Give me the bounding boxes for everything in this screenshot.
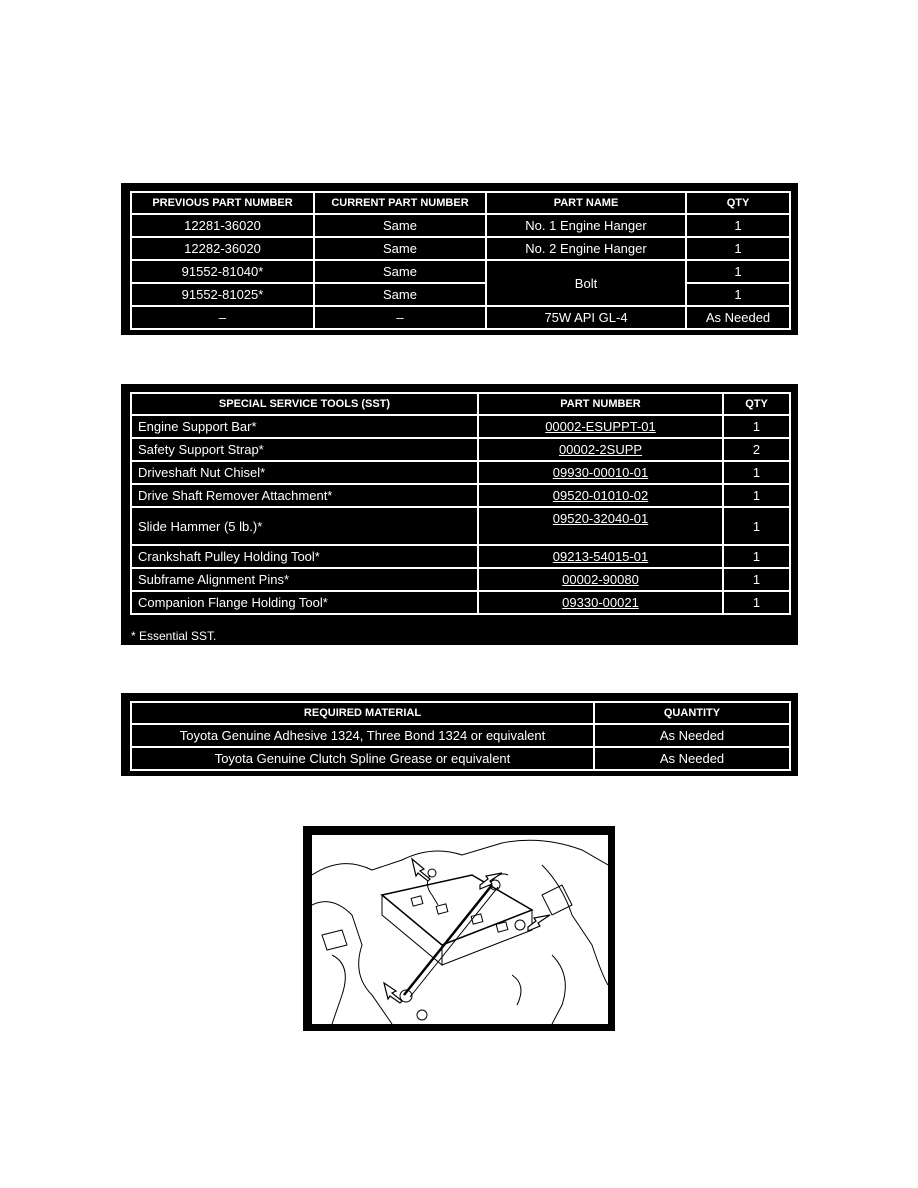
callout-arrows <box>384 859 550 1003</box>
part-name: Bolt <box>486 260 686 306</box>
tool-name: Engine Support Bar* <box>131 415 478 438</box>
header-part-number: PART NUMBER <box>478 393 723 415</box>
part-name: No. 2 Engine Hanger <box>486 237 686 260</box>
tool-name: Subframe Alignment Pins* <box>131 568 478 591</box>
table-row <box>131 568 790 591</box>
previous-part-number: 91552-81040* <box>131 260 314 283</box>
material-table <box>130 701 791 771</box>
table-row <box>131 461 790 484</box>
essential-sst-note: * Essential SST. <box>131 629 217 643</box>
header-qty: QTY <box>686 192 790 214</box>
tool-name: Safety Support Strap* <box>131 438 478 461</box>
parts-table-panel <box>121 183 798 335</box>
qty: 1 <box>723 461 790 484</box>
header-current-part-number: CURRENT PART NUMBER <box>314 192 486 214</box>
table-row <box>131 747 790 770</box>
table-row <box>131 591 790 614</box>
table-row <box>131 214 790 237</box>
table-row <box>131 283 790 306</box>
quantity: As Needed <box>594 747 790 770</box>
qty: 2 <box>723 438 790 461</box>
parts-table-header <box>131 192 790 214</box>
previous-part-number: 12282-36020 <box>131 237 314 260</box>
part-number-link[interactable]: 09520-32040-01 <box>478 507 723 545</box>
header-previous-part-number: PREVIOUS PART NUMBER <box>131 192 314 214</box>
previous-part-number: – <box>131 306 314 329</box>
current-part-number: Same <box>314 237 486 260</box>
illustration-canvas <box>311 834 609 1025</box>
header-part-name: PART NAME <box>486 192 686 214</box>
part-name: No. 1 Engine Hanger <box>486 214 686 237</box>
previous-part-number: 12281-36020 <box>131 214 314 237</box>
tool-name: Slide Hammer (5 lb.)* <box>131 507 478 545</box>
qty: 1 <box>723 568 790 591</box>
table-row <box>131 484 790 507</box>
header-required-material: REQUIRED MATERIAL <box>131 702 594 724</box>
table-row <box>131 507 790 545</box>
qty: 1 <box>686 214 790 237</box>
material-table-panel <box>121 693 798 776</box>
tool-name: Drive Shaft Remover Attachment* <box>131 484 478 507</box>
table-row <box>131 306 790 329</box>
material-name: Toyota Genuine Clutch Spline Grease or equivalent <box>131 747 594 770</box>
part-number-link[interactable]: 09213-54015-01 <box>478 545 723 568</box>
table-row <box>131 260 790 283</box>
table-row <box>131 415 790 438</box>
tool-name: Driveshaft Nut Chisel* <box>131 461 478 484</box>
qty: 1 <box>686 283 790 306</box>
table-row <box>131 438 790 461</box>
arrow-icon <box>384 983 402 1003</box>
part-name: 75W API GL-4 <box>486 306 686 329</box>
quantity: As Needed <box>594 724 790 747</box>
engine-bay-drawing <box>312 835 608 1024</box>
part-number-link[interactable]: 09520-01010-02 <box>478 484 723 507</box>
part-number-link[interactable]: 00002-2SUPP <box>478 438 723 461</box>
current-part-number: Same <box>314 283 486 306</box>
header-quantity: QUANTITY <box>594 702 790 724</box>
part-number-link[interactable]: 09930-00010-01 <box>478 461 723 484</box>
engine-support-illustration <box>303 826 615 1031</box>
qty: 1 <box>686 260 790 283</box>
parts-table <box>130 191 791 330</box>
previous-part-number: 91552-81025* <box>131 283 314 306</box>
current-part-number: Same <box>314 214 486 237</box>
qty: 1 <box>723 507 790 545</box>
current-part-number: Same <box>314 260 486 283</box>
arrow-icon <box>528 915 550 931</box>
sst-table-header <box>131 393 790 415</box>
table-row <box>131 545 790 568</box>
qty: 1 <box>723 591 790 614</box>
arrow-icon <box>412 859 430 881</box>
tool-name: Crankshaft Pulley Holding Tool* <box>131 545 478 568</box>
qty: As Needed <box>686 306 790 329</box>
sst-table-panel <box>121 384 798 645</box>
table-row <box>131 724 790 747</box>
tool-name: Companion Flange Holding Tool* <box>131 591 478 614</box>
qty: 1 <box>723 415 790 438</box>
header-qty: QTY <box>723 393 790 415</box>
part-number-link[interactable]: 09330-00021 <box>478 591 723 614</box>
sst-table <box>130 392 791 615</box>
current-part-number: – <box>314 306 486 329</box>
qty: 1 <box>723 545 790 568</box>
material-name: Toyota Genuine Adhesive 1324, Three Bond 1324 or equivalent <box>131 724 594 747</box>
material-table-header <box>131 702 790 724</box>
header-special-service-tools: SPECIAL SERVICE TOOLS (SST) <box>131 393 478 415</box>
table-row <box>131 237 790 260</box>
qty: 1 <box>723 484 790 507</box>
part-number-link[interactable]: 00002-90080 <box>478 568 723 591</box>
part-number-link[interactable]: 00002-ESUPPT-01 <box>478 415 723 438</box>
qty: 1 <box>686 237 790 260</box>
